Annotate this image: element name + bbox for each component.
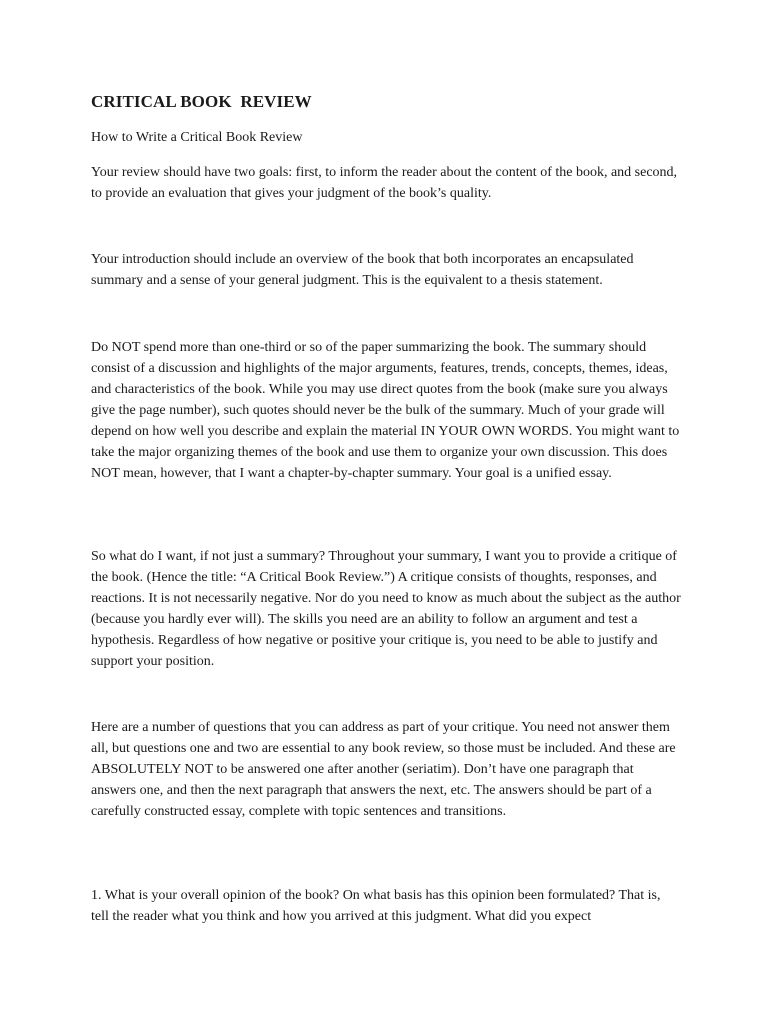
paragraph-question-one: 1. What is your overall opinion of the book? On what basis has this opinion been formulated? That is, tell the reader what you think and how you arrived at this judgment. What did you expect (91, 888, 661, 924)
paragraph-summary: Do NOT spend more than one-third or so of the paper summarizing the book. The summary should consist of a discussion and highlights of the major arguments, features, trends, concepts, themes, ideas, and characteristics of the book. While you may use direct quotes from the book (make sure you always give the page number), such quotes should never be the bulk of the summary. Much of your grade will depend on how well you describe and explain the material IN YOUR OWN WORDS. You might want to take the major organizing themes of the book and use them to organize your own discussion. This does NOT mean, however, that I want a chapter-by-chapter summary. Your goal is a unified essay. (91, 340, 680, 481)
paragraph-questions: Here are a number of questions that you can address as part of your critique. You need not answer them all, but questions one and two are essential to any book review, so those must be included. And these are ABSOLUTELY NOT to be answered one after another (seriatim). Don’t have one paragraph that answers one, and then the next paragraph that answers the next, etc. The answers should be part of a carefully constructed essay, complete with topic sentences and transitions. (91, 720, 676, 819)
paragraph-introduction: Your introduction should include an overview of the book that both incorporates an encapsulated summary and a sense of your general judgment. This is the equivalent to a thesis statement. (91, 252, 634, 288)
paragraph-goals: Your review should have two goals: first, to inform the reader about the content of the book, and second, to provide an evaluation that gives your judgment of the book’s quality. (91, 165, 678, 201)
paragraph-critique: So what do I want, if not just a summary? Throughout your summary, I want you to provide a critique of the book. (Hence the title: “A Critical Book Review.”) A critique consists of thoughts, responses, and reactions. It is not necessarily negative. Nor do you need to know as much about the subject as the author (because you hardly ever will). The skills you need are an ability to follow an argument and test a hypothesis. Regardless of how negative or positive your critique is, you need to be able to justify and support your position. (91, 549, 681, 669)
document-subtitle: How to Write a Critical Book Review (91, 130, 303, 145)
document-title: CRITICAL BOOK REVIEW (91, 92, 312, 111)
